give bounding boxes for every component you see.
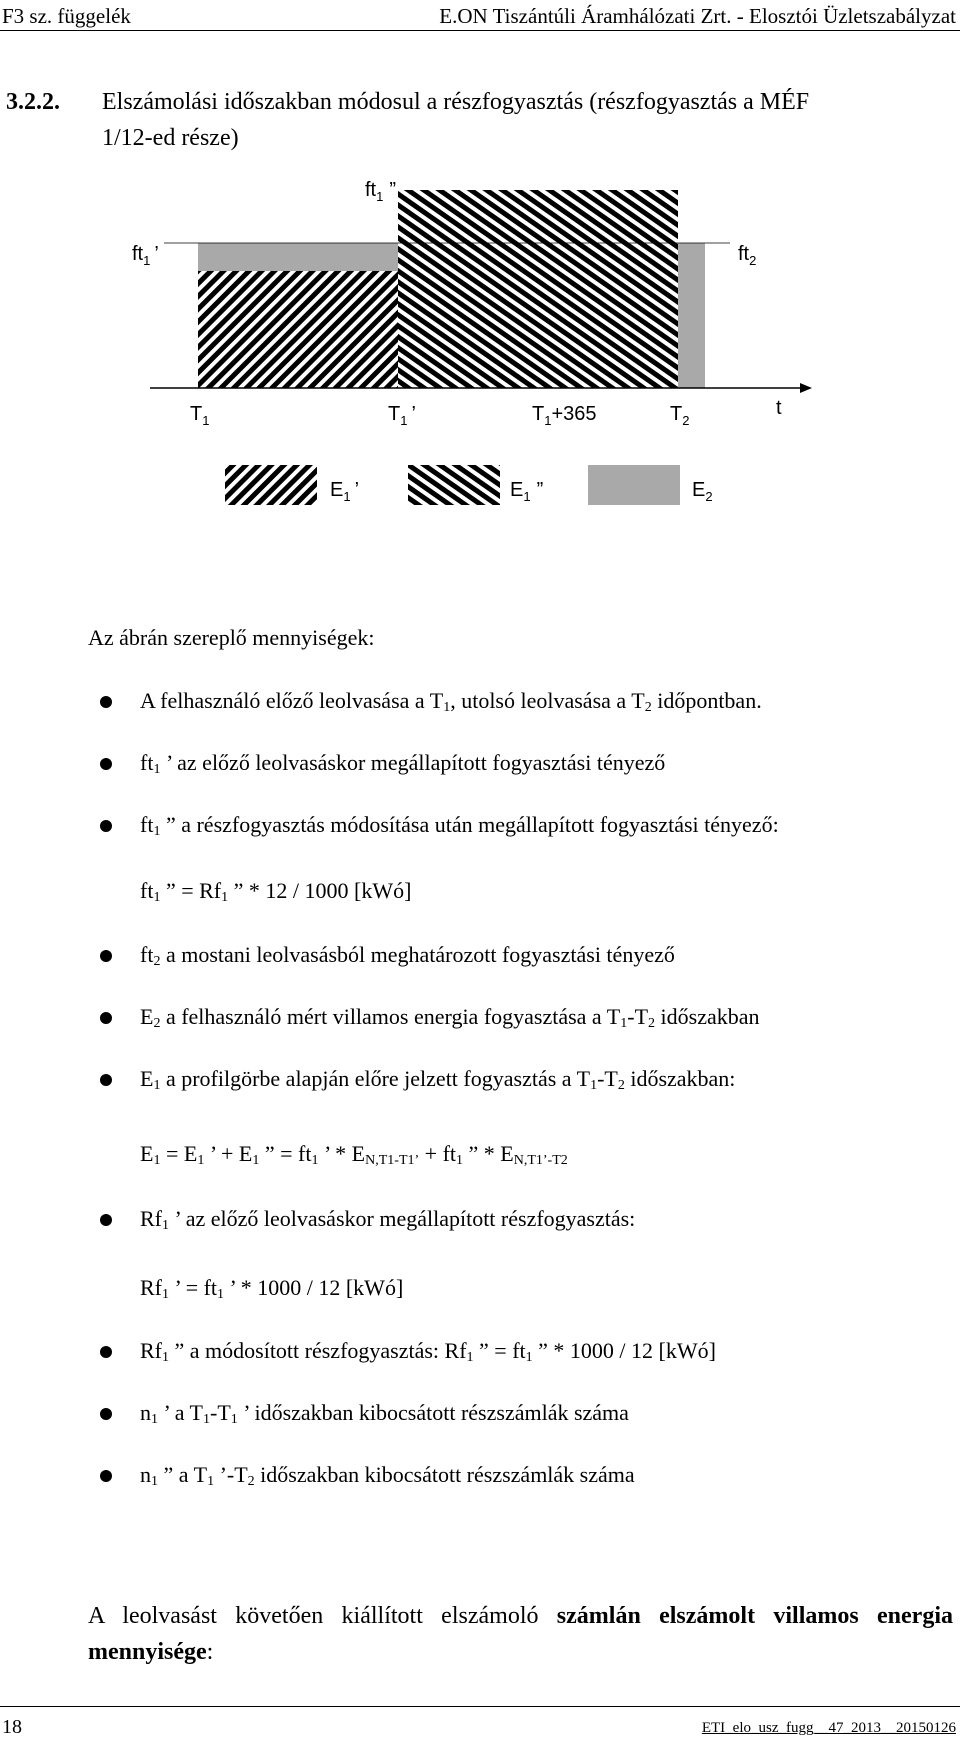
bullet xyxy=(100,696,112,708)
header-appendix-label: F3 sz. függelék xyxy=(2,4,131,28)
label-ft2: $ft_2$ xyxy=(738,243,757,268)
intro-text: Az ábrán szereplő mennyiségek: xyxy=(88,625,375,650)
bullet xyxy=(100,950,112,962)
bullet xyxy=(100,1214,112,1226)
gray-block-right xyxy=(678,243,705,388)
footer-rule xyxy=(0,1706,960,1707)
legend-swatch-e2 xyxy=(588,465,680,505)
formula-ft1-double: $ft_1$ ” = $Rf_1$ ” * 12 / 1000 [kWó] xyxy=(140,878,412,905)
item-rf1-prime: $Rf_1$ ’ az előző leolvasáskor megállapított részfogyasztás: xyxy=(140,1206,636,1233)
hatch-e1-double xyxy=(398,190,678,388)
header-document-title: E.ON Tiszántúli Áramhálózati Zrt. - Elosztói Üzletszabályzat xyxy=(439,4,956,28)
header-rule xyxy=(0,30,960,31)
label-T2: $T_2$ xyxy=(670,403,690,428)
section-title-line2: 1/12-ed része) xyxy=(102,125,239,151)
legend-label-e1-double: $E_1$ ” xyxy=(510,479,544,504)
item-e1: $E_1$ a profilgörbe alapján előre jelzett fogyasztás a $T_1-T_2$ időszakban: xyxy=(140,1066,736,1093)
gray-band-left xyxy=(198,243,398,271)
legend-swatch-e1-double xyxy=(408,465,500,505)
item-n1-prime: $n_1$ ’ a $T_1-T_1$ ’ időszakban kibocsátott részszámlák száma xyxy=(140,1400,629,1427)
label-T1-prime: $T_1$ ’ xyxy=(388,403,416,428)
bullet xyxy=(100,1470,112,1482)
item-n1-double: $n_1$ ” a $T_1$ $’-T_2$ időszakban kibocsátott részszámlák száma xyxy=(140,1462,635,1489)
bullet xyxy=(100,1074,112,1086)
consumption-diagram xyxy=(0,160,960,510)
label-T1: $T_1$ xyxy=(190,403,210,428)
item-readings: A felhasználó előző leolvasása a $T_1$, utolsó leolvasása a $T_2$ időpontban. xyxy=(140,688,762,715)
section-number: 3.2.2. xyxy=(6,89,60,115)
closing-paragraph: A leolvasást követően kiállított elszámoló számlán elszámolt villamos energia mennyisége: xyxy=(88,1603,953,1665)
page-number: 18 xyxy=(2,1716,22,1738)
bullet xyxy=(100,758,112,770)
item-ft1-prime: $ft_1$ ’ az előző leolvasáskor megállapított fogyasztási tényező xyxy=(140,750,666,777)
legend-label-e1-prime: $E_1$ ’ xyxy=(330,479,360,504)
bullet xyxy=(100,1012,112,1024)
section-title-line1: Elszámolási időszakban módosul a részfogyasztás (részfogyasztás a MÉF xyxy=(102,89,810,115)
label-T1-plus-365: $T_1+365$ xyxy=(532,403,597,428)
bullet xyxy=(100,820,112,832)
bullet xyxy=(100,1408,112,1420)
label-ft1-prime: $ft_1$ ’ xyxy=(132,243,159,268)
time-axis-arrow xyxy=(800,383,812,393)
legend-swatch-e1-prime xyxy=(225,465,317,505)
label-t-axis: t xyxy=(776,397,782,419)
item-e2: $E_2$ a felhasználó mért villamos energia fogyasztása a $T_1-T_2$ időszakban xyxy=(140,1004,760,1031)
item-rf1-double: $Rf_1$ ” a módosított részfogyasztás: $Rf_1$ ” = $ft_1$ ” * 1000 / 12 [kWó] xyxy=(140,1338,716,1365)
page-header xyxy=(0,0,960,32)
formula-e1: $E_1 = E_1$ ’ + $E_1$ ” = $ft_1$ ’ * $E_{N,T1-T1’} + ft_1$ ” * $E_{N,T1’-T2}$ xyxy=(140,1141,568,1168)
bullet xyxy=(100,1346,112,1358)
formula-rf1-prime: $Rf_1$ ’ = $ft_1$ ’ * 1000 / 12 [kWó] xyxy=(140,1275,404,1302)
item-ft1-double: $ft_1$ ” a részfogyasztás módosítása után megállapított fogyasztási tényező: xyxy=(140,812,779,839)
label-ft1-double: $ft_1$ ” xyxy=(365,179,397,204)
document-id: ETI_elo_usz_fugg__47_2013__20150126 xyxy=(701,1720,956,1736)
item-ft2: $ft_2$ a mostani leolvasásból meghatározott fogyasztási tényező xyxy=(140,942,675,969)
section-title xyxy=(6,84,956,156)
closing-emphasis: számlán elszámolt villamos energia mennyisége xyxy=(88,1603,953,1665)
hatch-e1-prime xyxy=(198,271,398,388)
legend-label-e2: $E_2$ xyxy=(692,479,713,504)
